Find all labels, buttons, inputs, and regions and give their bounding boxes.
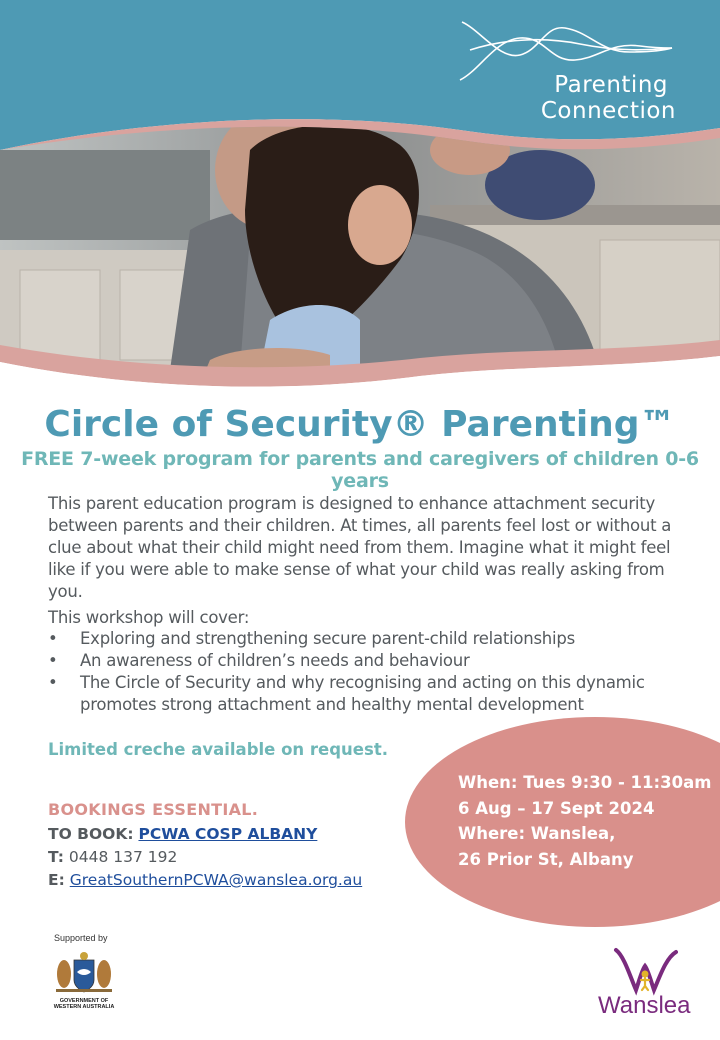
bookings-heading: BOOKINGS ESSENTIAL. — [48, 800, 259, 819]
to-book-line — [48, 825, 317, 843]
email-label: E: — [48, 871, 65, 889]
list-item — [48, 628, 688, 650]
wanslea-logo-icon — [612, 946, 678, 996]
page-title: Circle of Security® Parenting™ — [44, 404, 676, 445]
booking-link[interactable]: PCWA COSP ALBANY — [138, 825, 318, 843]
session-where: Where: Wanslea, — [458, 824, 616, 843]
wa-government-crest-icon — [52, 950, 116, 994]
workshop-cover-heading: This workshop will cover: — [48, 608, 250, 627]
bullet-icon: • — [48, 673, 58, 692]
supported-by-label: Supported by — [54, 933, 108, 943]
header-banner — [0, 0, 720, 400]
list-item — [48, 650, 688, 672]
phone-number: 0448 137 192 — [68, 848, 178, 866]
phone-label: T: — [48, 848, 64, 866]
list-item-text: The Circle of Security and why recognising and acting on this dynamic promotes strong attachment and healthy mental development — [80, 673, 645, 714]
list-item-text: Exploring and strengthening secure parent-child relationships — [80, 629, 575, 648]
bullet-icon: • — [48, 651, 58, 670]
list-item-text: An awareness of children’s needs and behaviour — [80, 651, 470, 670]
hero-photo — [0, 110, 720, 390]
creche-note: Limited creche available on request. — [48, 740, 388, 759]
session-dates: 6 Aug – 17 Sept 2024 — [458, 798, 655, 818]
session-when: When: Tues 9:30 - 11:30am — [458, 773, 712, 792]
list-item — [48, 672, 688, 716]
session-details — [458, 770, 711, 872]
email-link[interactable]: GreatSouthernPCWA@wanslea.org.au — [69, 871, 363, 889]
page-subtitle: FREE 7-week program for parents and caregivers of children 0-6 years — [21, 448, 699, 492]
to-book-label: TO BOOK: — [48, 825, 134, 843]
workshop-topics-list — [48, 628, 688, 716]
session-address: 26 Prior St, Albany — [458, 849, 634, 869]
gov-line1: GOVERNMENT OF — [59, 998, 109, 1004]
gov-wa-label — [48, 998, 120, 1010]
brand-name-line2: Connection — [540, 98, 676, 124]
gov-line2: WESTERN AUSTRALIA — [53, 1004, 115, 1010]
email-line — [48, 871, 362, 889]
bullet-icon: • — [48, 629, 58, 648]
phone-line — [48, 848, 177, 866]
wanslea-name: Wanslea — [598, 992, 691, 1019]
intro-paragraph: This parent education program is designed to enhance attachment security between parents and their children. At times, all parents feel lost or without a clue about what their child might need from them. Imagine what it might feel like if you were able to make sense of what your child was really asking from you. — [48, 494, 672, 601]
brand-name-line1: Parenting — [554, 72, 668, 98]
